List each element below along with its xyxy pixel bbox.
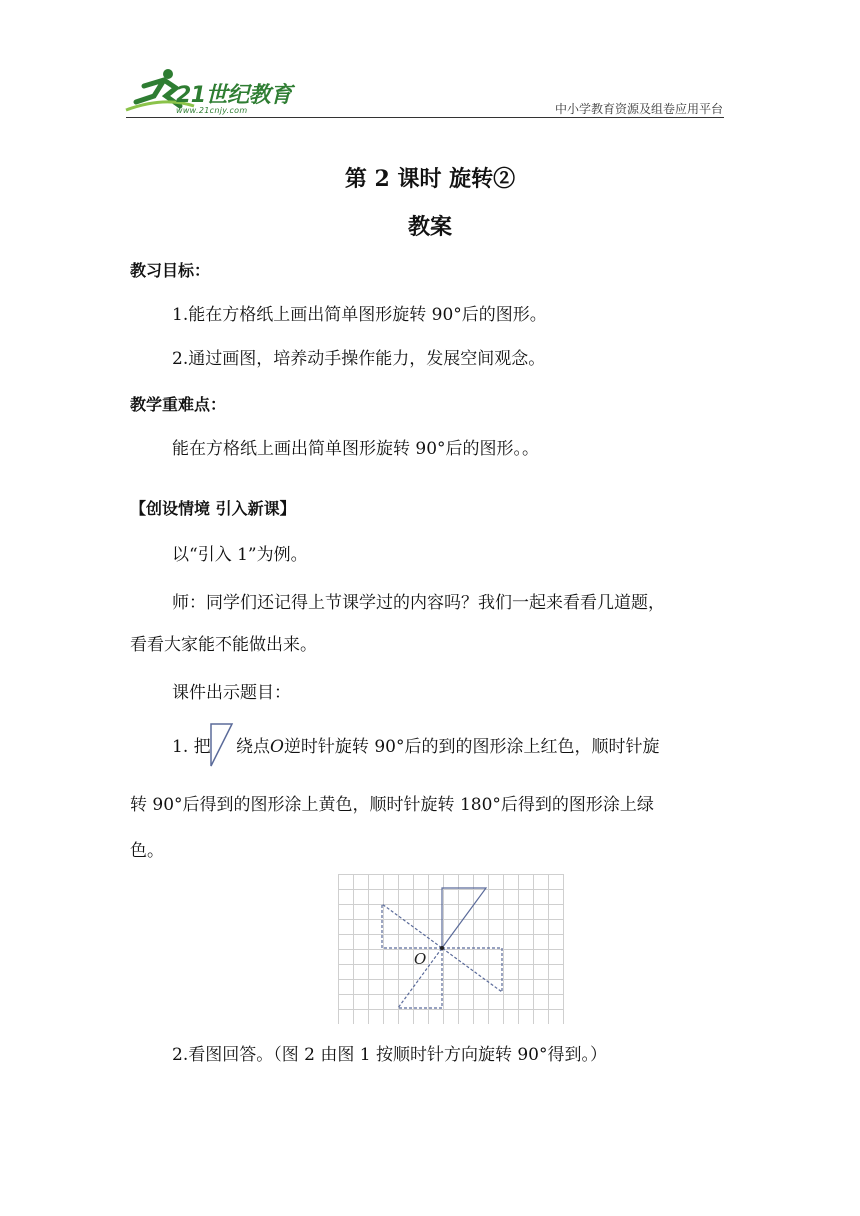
- objectives-heading: 教习目标：: [130, 261, 211, 280]
- question-1-rest: 逆时针旋转 90°后的到的图形涂上红色，顺时针旋: [283, 737, 660, 757]
- point-o-label: O: [270, 737, 284, 757]
- original-triangle: [442, 888, 486, 948]
- triangle-ccw-90: [382, 904, 442, 948]
- paragraph: 以“引入 1”为例。: [172, 545, 308, 565]
- page-subtitle: 教案: [407, 214, 452, 240]
- key-points-text: 能在方格纸上画出简单图形旋转 90°后的图形。。: [172, 439, 540, 459]
- logo-text: 21世纪教育: [176, 83, 292, 108]
- paragraph: 师：同学们还记得上节课学过的内容吗？我们一起来看看几道题，: [172, 593, 665, 613]
- question-1-line3: 色。: [130, 841, 164, 861]
- triangle-cw-90: [442, 948, 502, 992]
- rotation-grid-figure: [338, 874, 564, 1024]
- question-1-prefix: 1. 把: [172, 737, 211, 757]
- platform-label: 中小学教育资源及组卷应用平台: [554, 102, 723, 116]
- objective-item: 2.通过画图，培养动手操作能力，发展空间观念。: [172, 349, 546, 369]
- question-1-line2: 转 90°后得到的图形涂上黄色，顺时针旋转 180°后得到的图形涂上绿: [130, 795, 654, 815]
- section-heading: 【创设情境 引入新课】: [130, 499, 296, 518]
- center-label: O: [414, 950, 427, 968]
- key-points-heading: 教学重难点：: [130, 395, 227, 414]
- question-1-text: [236, 732, 659, 762]
- question-2: 2.看图回答。（图 2 由图 1 按顺时针方向旋转 90°得到。）: [172, 1045, 608, 1065]
- paragraph: 课件出示题目：: [172, 683, 291, 703]
- page-title: 第 2 课时 旋转②: [344, 166, 516, 192]
- header-divider: [126, 117, 724, 118]
- question-1-mid: 绕点: [236, 737, 270, 757]
- logo-url: www.21cnjy.com: [176, 106, 248, 115]
- paragraph: 看看大家能不能做出来。: [130, 635, 317, 655]
- objective-item: 1.能在方格纸上画出简单图形旋转 90°后的图形。: [172, 305, 547, 325]
- triangle-icon: [208, 722, 234, 768]
- center-point-o: [440, 946, 444, 950]
- grid-lines: [338, 874, 564, 1024]
